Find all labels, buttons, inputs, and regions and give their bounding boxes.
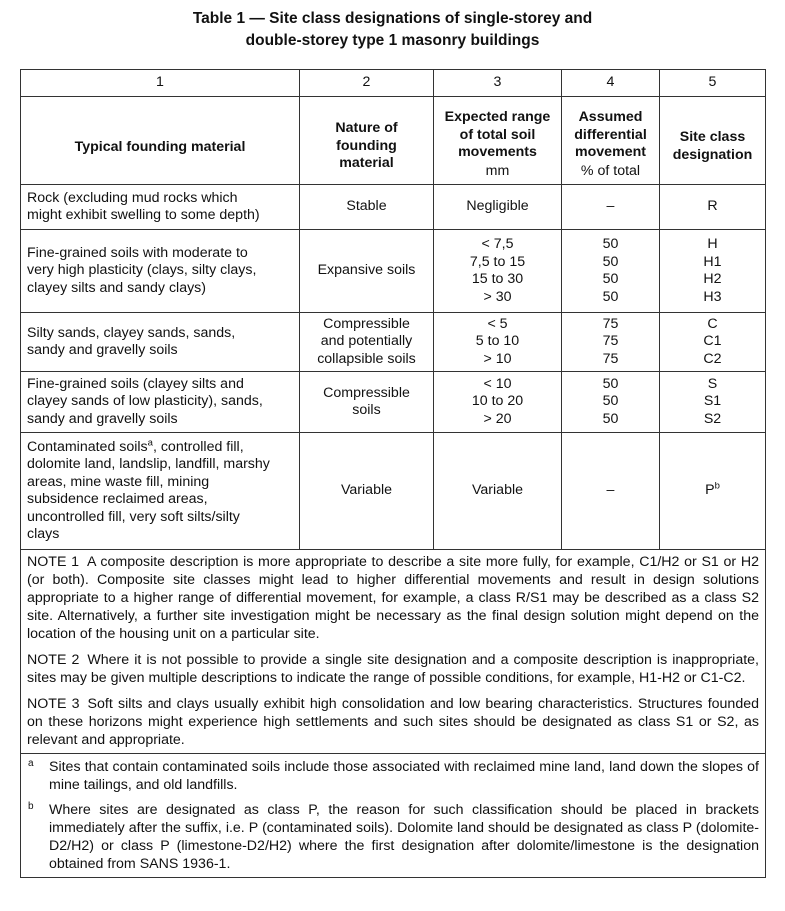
note-3: NOTE 3 Soft silts and clays usually exhibit high consolidation and low bearing characteristics. Structures founded on these horizons might experience high settlements and such sites should be designated as class S1 or S2, as relevant and appropriate.: [27, 696, 759, 748]
cell-range: Variable: [434, 433, 562, 550]
site-class-table: [20, 69, 766, 878]
notes-cell: [21, 550, 766, 754]
header-expected-range: Expected range of total soil movements mm: [434, 97, 562, 185]
cell-site-class: $P^b$: [660, 433, 766, 550]
header-unit-percent: % of total: [580, 162, 641, 179]
footnote-mark: a: [28, 758, 34, 769]
cell-site-class: R: [660, 185, 766, 230]
cell-range: < 10 10 to 20 > 20: [434, 372, 562, 433]
cell-nature: Variable: [300, 433, 434, 550]
cell-site-class: C C1 C2: [660, 313, 766, 372]
cell-differential: 75 75 75: [562, 313, 660, 372]
cell-material: Fine-grained soils with moderate to very high plasticity (clays, silty clays, clayey silts and sandy clays): [21, 230, 300, 313]
cell-nature: Stable: [300, 185, 434, 230]
cell-material: Silty sands, clayey sands, sands, sandy and gravelly soils: [21, 313, 300, 372]
header-site-class-designation: Site class designation: [660, 97, 766, 185]
cell-range: Negligible: [434, 185, 562, 230]
footnotes-cell: [21, 754, 766, 878]
footnote-text: Sites that contain contaminated soils include those associated with reclaimed mine land, land down the slopes of mine tailings, and old landfills.: [49, 759, 759, 793]
header-nature-of-founding-material: Nature of founding material: [300, 97, 434, 185]
table-row-rock: [21, 185, 766, 230]
cell-site-class: H H1 H2 H3: [660, 230, 766, 313]
column-number-4: 4: [562, 70, 660, 97]
cell-range: < 5 5 to 10 > 10: [434, 313, 562, 372]
cell-differential: –: [562, 433, 660, 550]
footnote-text: Where sites are designated as class P, the reason for such classification should be placed in brackets immediately after the suffix, i.e. P (contaminated soils). Dolomite land should be designated as class P (dolomite-D2/H2) or class P (limestone-D2/H2) where the first designation after dolomite/limestone is the designation obtained from SANS 1936-1.: [49, 802, 759, 872]
header-unit-mm: mm: [485, 162, 510, 179]
table-row-expansive: [21, 230, 766, 313]
footnotes-row: [21, 754, 766, 878]
cell-nature: Expansive soils: [300, 230, 434, 313]
cell-site-class: S S1 S2: [660, 372, 766, 433]
cell-differential: 50 50 50 50: [562, 230, 660, 313]
cell-material: Contaminated soils$^a$, controlled fill, dolomite land, landslip, landfill, marshy areas, mine waste fill, mining subsidence reclaimed areas, uncontrolled fill, very soft silts/silty clays: [21, 433, 300, 550]
table-row-variable: [21, 433, 766, 550]
cell-differential: –: [562, 185, 660, 230]
column-number-5: 5: [660, 70, 766, 97]
cell-nature: Compressible and potentially collapsible soils: [300, 313, 434, 372]
footnote-mark: b: [28, 801, 34, 812]
table-row-compressible: [21, 372, 766, 433]
header-typical-founding-material: Typical founding material: [21, 97, 300, 185]
column-number-2: 2: [300, 70, 434, 97]
cell-material: Rock (excluding mud rocks which might exhibit swelling to some depth): [21, 185, 300, 230]
cell-range: < 7,5 7,5 to 15 15 to 30 > 30: [434, 230, 562, 313]
footnote-a: [27, 758, 759, 794]
column-number-3: 3: [434, 70, 562, 97]
footnote-b: [27, 801, 759, 873]
note-1: NOTE 1 A composite description is more appropriate to describe a site more fully, for example, C1/H2 or S1 or H2 (or both). Composite site classes might lead to higher differential movements and result in design solutions appropriate to a higher range of differential movement, for example, a class R/S1 may be described as a class S2 site. Alternatively, a further site investigation might be necessary as the final design solution might depend on the location of the housing unit on a particular site.: [27, 554, 759, 642]
column-header-row: [21, 97, 766, 185]
table-row-collapsible: [21, 313, 766, 372]
notes-row: [21, 550, 766, 754]
cell-differential: 50 50 50: [562, 372, 660, 433]
table-title-line-1: Table 1 — Site class designations of single-storey and: [192, 10, 593, 27]
column-number-1: 1: [21, 70, 300, 97]
note-2: NOTE 2 Where it is not possible to provide a single site designation and a composite description is inappropriate, sites may be given multiple descriptions to indicate the range of possible conditions, for example, H1-H2 or C1-C2.: [27, 652, 759, 686]
cell-material: Fine-grained soils (clayey silts and clayey sands of low plasticity), sands, sandy and gravelly soils: [21, 372, 300, 433]
cell-nature: Compressible soils: [300, 372, 434, 433]
table-title: [0, 8, 785, 52]
column-number-row: [21, 70, 766, 97]
header-assumed-differential-movement: Assumed differential movement % of total: [562, 97, 660, 185]
table-title-line-2: double-storey type 1 masonry buildings: [245, 32, 540, 49]
